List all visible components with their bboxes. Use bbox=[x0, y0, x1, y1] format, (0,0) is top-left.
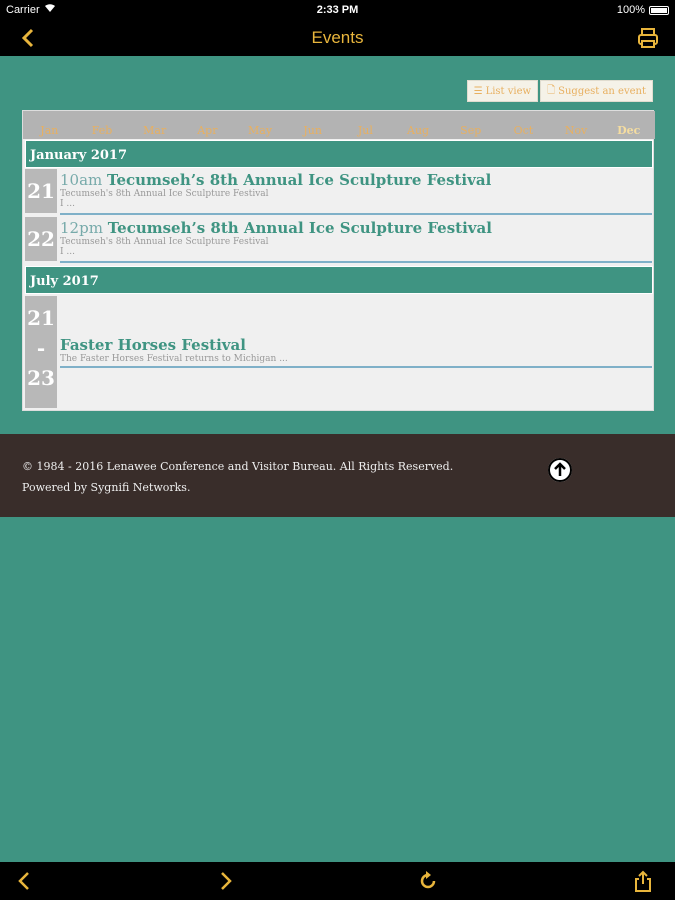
action-buttons bbox=[467, 80, 653, 102]
battery-percent: 100% bbox=[616, 4, 645, 16]
event-time: 10am bbox=[60, 171, 103, 189]
document-icon: 🗋 bbox=[547, 84, 556, 96]
event-day: 21 bbox=[25, 169, 57, 213]
event-title[interactable]: Faster Horses Festival bbox=[60, 336, 246, 354]
powered-by-text: Powered by Sygnifi Networks. bbox=[22, 481, 191, 494]
page-title: Events bbox=[311, 28, 364, 47]
event-day-range bbox=[25, 296, 57, 408]
event-more: I ... bbox=[60, 247, 75, 257]
list-view-button[interactable] bbox=[467, 80, 538, 102]
suggest-event-button[interactable] bbox=[540, 80, 653, 102]
printer-icon[interactable] bbox=[637, 26, 659, 50]
group-heading: July 2017 bbox=[25, 266, 653, 294]
copyright-text: © 1984 - 2016 Lenawee Conference and Visitor Bureau. All Rights Reserved. bbox=[22, 460, 454, 473]
event-item[interactable] bbox=[60, 336, 652, 368]
browser-toolbar bbox=[0, 862, 675, 900]
event-day-start: 21 bbox=[27, 306, 55, 330]
month-dec[interactable]: Dec bbox=[617, 124, 641, 137]
event-day-end: 23 bbox=[27, 366, 55, 390]
month-sep[interactable]: Sep bbox=[460, 124, 482, 137]
nav-bar bbox=[0, 20, 675, 56]
event-item[interactable] bbox=[60, 219, 652, 263]
group-heading: January 2017 bbox=[25, 140, 653, 168]
event-day: 22 bbox=[25, 217, 57, 261]
refresh-icon[interactable] bbox=[417, 870, 439, 892]
month-mar[interactable]: Mar bbox=[143, 124, 167, 137]
carrier-label: Carrier bbox=[6, 4, 40, 16]
event-title[interactable]: Tecumseh’s 8th Annual Ice Sculpture Festival bbox=[107, 171, 492, 189]
forward-icon[interactable] bbox=[214, 870, 236, 892]
month-jan[interactable]: Jan bbox=[40, 124, 59, 137]
calendar bbox=[22, 110, 654, 411]
month-may[interactable]: May bbox=[248, 124, 273, 137]
back-icon[interactable] bbox=[14, 870, 36, 892]
list-view-label: List view bbox=[485, 85, 532, 97]
event-item[interactable] bbox=[60, 171, 652, 215]
footer bbox=[0, 434, 675, 517]
clock: 2:33 PM bbox=[316, 4, 359, 16]
month-aug[interactable]: Aug bbox=[407, 124, 430, 137]
suggest-event-label: Suggest an event bbox=[558, 85, 646, 97]
list-icon: ☰ bbox=[473, 85, 483, 97]
event-title[interactable]: Tecumseh’s 8th Annual Ice Sculpture Festival bbox=[107, 219, 492, 237]
month-jun[interactable]: Jun bbox=[303, 124, 322, 137]
month-oct[interactable]: Oct bbox=[513, 124, 534, 137]
status-bar bbox=[0, 0, 675, 20]
scroll-top-icon[interactable] bbox=[548, 458, 572, 482]
share-icon[interactable] bbox=[632, 870, 654, 892]
event-time: 12pm bbox=[60, 219, 103, 237]
month-jul[interactable]: Jul bbox=[357, 124, 373, 137]
month-bar bbox=[23, 111, 655, 139]
event-description: The Faster Horses Festival returns to Michigan ... bbox=[60, 354, 288, 364]
month-nov[interactable]: Nov bbox=[564, 124, 588, 137]
event-more: I ... bbox=[60, 199, 75, 209]
event-description: Tecumseh's 8th Annual Ice Sculpture Festival bbox=[60, 237, 269, 247]
event-description: Tecumseh's 8th Annual Ice Sculpture Festival bbox=[60, 189, 269, 199]
month-feb[interactable]: Feb bbox=[91, 124, 113, 137]
battery-icon bbox=[649, 6, 669, 15]
month-apr[interactable]: Apr bbox=[197, 124, 218, 137]
event-day-dash: - bbox=[36, 336, 46, 360]
